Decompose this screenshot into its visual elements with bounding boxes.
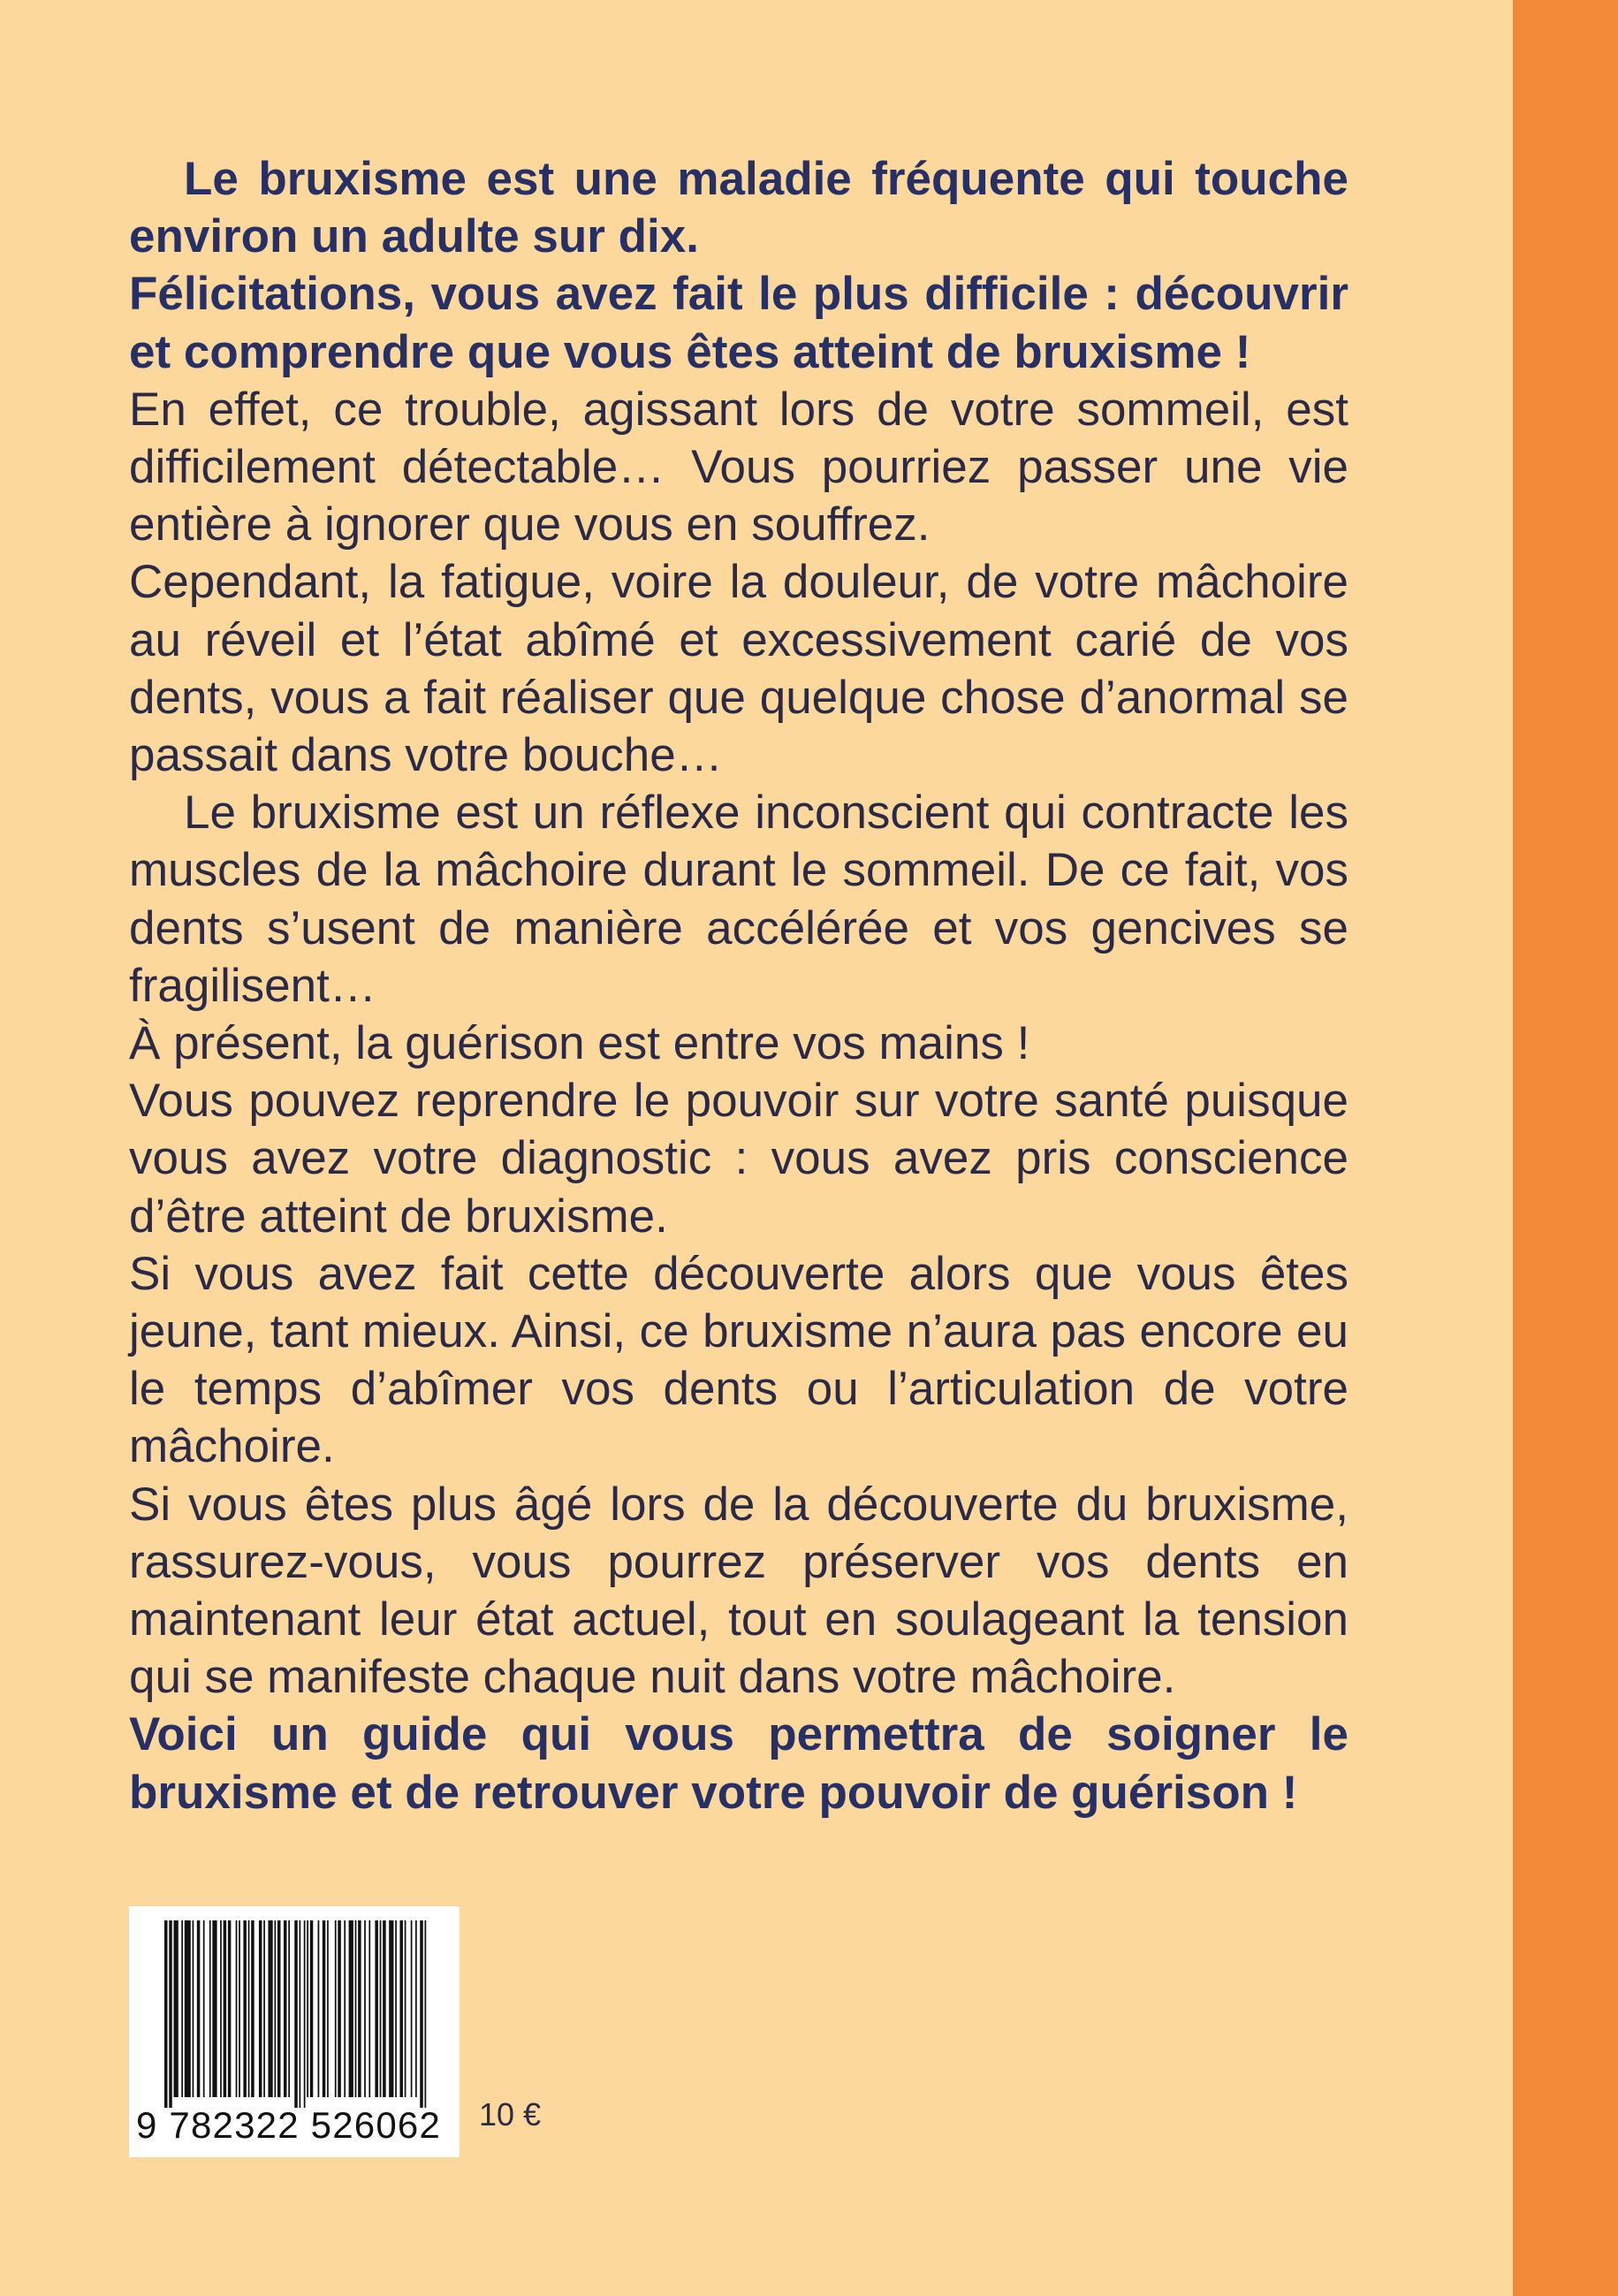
barcode-bar bbox=[375, 1920, 378, 2097]
barcode-bar bbox=[203, 1920, 205, 2097]
barcode-bar bbox=[193, 1920, 194, 2097]
barcode-bar bbox=[327, 1920, 329, 2097]
barcode-bar bbox=[277, 1920, 281, 2097]
barcode-bar bbox=[243, 1920, 247, 2097]
barcode-bar bbox=[323, 1920, 326, 2097]
barcode-bar bbox=[236, 1920, 238, 2097]
barcode-bar bbox=[197, 1920, 201, 2097]
barcode-bar bbox=[380, 1920, 382, 2097]
barcode-bar bbox=[209, 1920, 211, 2097]
blurb-paragraph-4: Cependant, la fatigue, voire la douleur, de votre mâchoire au réveil et l’état abîmé et excessivement carié de vos dents, vous a fait réaliser que quelque chose d’anormal se passait dans votre bouche… bbox=[129, 556, 1348, 782]
blurb-paragraph-5: Le bruxisme est un réflexe inconscient qui contracte les muscles de la mâchoire durant le sommeil. De ce fait, vos dents s’usent de manière accélérée et vos gencives se fragilisent… bbox=[129, 787, 1348, 1012]
barcode-bar bbox=[220, 1920, 222, 2097]
barcode-bar bbox=[224, 1920, 227, 2097]
barcode-bar bbox=[338, 1920, 341, 2097]
barcode-bar bbox=[307, 1920, 308, 2097]
barcode-bar bbox=[335, 1920, 337, 2097]
barcode-bar bbox=[228, 1920, 232, 2097]
barcode-bar bbox=[389, 1920, 393, 2097]
barcode-bar bbox=[251, 1920, 254, 2097]
blurb-paragraph-10: Voici un guide qui vous permettra de soigner le bruxisme et de retrouver votre pouvoir de guérison ! bbox=[129, 1708, 1348, 1819]
barcode-bar bbox=[284, 1920, 287, 2097]
blurb-paragraph-7: Vous pouvez reprendre le pouvoir sur votre santé puisque vous avez votre diagnostic : vous avez pris conscience d’être atteint de bruxisme. bbox=[129, 1075, 1348, 1243]
barcode-bar bbox=[259, 1920, 262, 2097]
blurb-paragraph-8: Si vous avez fait cette découverte alors que vous êtes jeune, tant mieux. Ainsi, ce bruxisme n’aura pas encore eu le temps d’abîmer vos dents ou l’articulation de votre mâchoire. bbox=[129, 1247, 1348, 1473]
spine-stripe bbox=[1513, 0, 1618, 2296]
barcode-bar bbox=[300, 1920, 301, 2108]
barcode-bar bbox=[364, 1920, 366, 2097]
barcode-bar bbox=[399, 1920, 403, 2097]
blurb-paragraph-2: Félicitations, vous avez fait le plus difficile : découvrir et comprendre que vous êtes atteint de bruxisme ! bbox=[129, 268, 1348, 378]
barcode-bar bbox=[294, 1920, 298, 2108]
barcode-bar bbox=[355, 1920, 357, 2097]
barcode-bar bbox=[310, 1920, 314, 2097]
barcode-bar bbox=[368, 1920, 370, 2097]
blurb-paragraph-3: En effet, ce trouble, agissant lors de votre sommeil, est difficilement détectable… Vous pourriez passer une vie entière à ignorer que vous en souffrez. bbox=[129, 383, 1348, 551]
barcode-bar bbox=[318, 1920, 320, 2097]
barcode-bar bbox=[268, 1920, 272, 2097]
barcode-bar bbox=[185, 1920, 191, 2097]
barcode-bar bbox=[349, 1920, 353, 2097]
barcode-bar bbox=[304, 1920, 306, 2108]
barcode-bar bbox=[420, 1920, 423, 2108]
barcode-bar bbox=[395, 1920, 397, 2097]
barcode-bar bbox=[212, 1920, 216, 2097]
barcode-bar bbox=[383, 1920, 386, 2097]
barcode-bar bbox=[344, 1920, 346, 2097]
price-label: 10 € bbox=[479, 2096, 542, 2133]
barcode-bar bbox=[274, 1920, 276, 2097]
barcode-bar bbox=[248, 1920, 250, 2097]
barcode-bar bbox=[411, 1920, 413, 2097]
isbn-number: 9 782322 526062 bbox=[136, 2104, 441, 2146]
barcode-bar bbox=[263, 1920, 265, 2097]
barcode-bar bbox=[181, 1920, 183, 2097]
barcode-bar bbox=[415, 1920, 417, 2097]
blurb-paragraph-1: Le bruxisme est une maladie fréquente qui touche environ un adulte sur dix. bbox=[129, 153, 1348, 263]
barcode-bar bbox=[174, 1920, 179, 2097]
blurb-paragraph-9: Si vous êtes plus âgé lors de la découverte du bruxisme, rassurez-vous, vous pourrez préserver vos dents en maintenant leur état actuel, tout en soulageant la tension qui se manifeste chaque nuit dans votre mâchoire. bbox=[129, 1478, 1348, 1704]
back-cover-blurb bbox=[129, 150, 1348, 1821]
barcode-bar bbox=[239, 1920, 240, 2097]
barcode-bar bbox=[288, 1920, 290, 2097]
blurb-paragraph-6: À présent, la guérison est entre vos mains ! bbox=[129, 1017, 1030, 1070]
barcode-bar bbox=[405, 1920, 406, 2097]
barcode-bar bbox=[358, 1920, 361, 2097]
barcode-bar bbox=[169, 1920, 172, 2108]
barcode-bar bbox=[424, 1920, 426, 2108]
barcode-bar bbox=[164, 1920, 168, 2108]
isbn-barcode bbox=[129, 1906, 460, 2157]
